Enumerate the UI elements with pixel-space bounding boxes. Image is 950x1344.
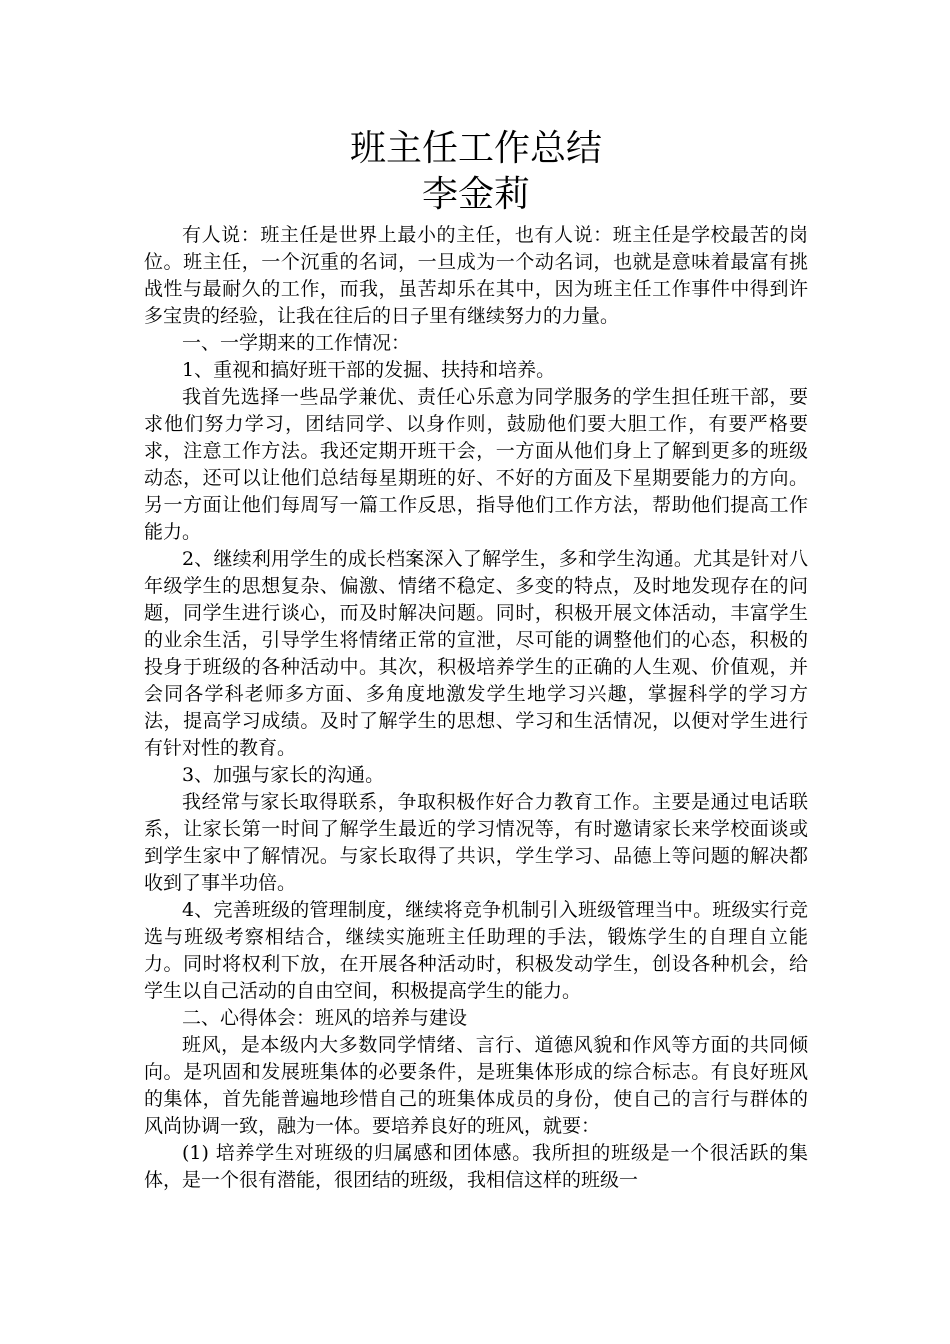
subheading-class-cadres: 1、重视和搞好班干部的发掘、扶持和培养。 — [182, 359, 556, 381]
paragraph-class-cadres: 我首先选择一些品学兼优、责任心乐意为同学服务的学生担任班干部，要求他们努力学习，团结同学、以身作则，鼓励他们要大胆工作，有要严格要求，注意工作方法。我还定期开班干会，一方面从他们身上了解到更多的班级动态，还可以让他们总结每星期班的好、不好的方面及下星期要能力的方向。另一方面让他们每周写一篇工作反思，指导他们工作方法，帮助他们提高工作能力。 — [144, 386, 808, 543]
section-heading-class-spirit: 二、心得体会：班风的培养与建设 — [182, 1007, 468, 1029]
paragraph-management-system: 4、完善班级的管理制度，继续将竞争机制引入班级管理当中。班级实行竞选与班级考察相结合，继续实施班主任助理的手法，锻炼学生的自理自立能力。同时将权利下放，在开展各种活动时，积极发动学生，创设各种机会，给学生以自己活动的自由空间，积极提高学生的能力。 — [144, 899, 808, 1002]
paragraph-parent-communication: 我经常与家长取得联系，争取积极作好合力教育工作。主要是通过电话联系，让家长第一时间了解学生最近的学习情况等，有时邀请家长来学校面谈或到学生家中了解情况。与家长取得了共识，学生学习、品德上等问题的解决都收到了事半功倍。 — [144, 791, 808, 894]
section-heading-work-situation: 一、一学期来的工作情况： — [182, 332, 411, 354]
paragraph-class-spirit: 班风，是本级内大多数同学情绪、言行、道德风貌和作风等方面的共同倾向。是巩固和发展班集体的必要条件，是班集体形成的综合标志。有良好班风的集体，首先能普遍地珍惜自己的班集体成员的身份，使自己的言行与群体的风尚协调一致，融为一体。要培养良好的班风，就要： — [144, 1034, 808, 1137]
subheading-parent-communication: 3、加强与家长的沟通。 — [182, 764, 385, 786]
paragraph-intro: 有人说：班主任是世界上最小的主任，也有人说：班主任是学校最苦的岗位。班主任，一个沉重的名词，一旦成为一个动名词，也就是意味着最富有挑战性与最耐久的工作，而我，虽苦却乐在其中，因为班主任工作事件中得到许多宝贵的经验，让我在往后的日子里有继续努力的力量。 — [144, 224, 808, 327]
document-author: 李金莉 — [421, 174, 530, 215]
document-title: 班主任工作总结 — [349, 128, 602, 169]
paragraph-growth-records: 2、继续利用学生的成长档案深入了解学生，多和学生沟通。尤其是针对八年级学生的思想复杂、偏激、情绪不稳定、多变的特点，及时地发现存在的问题，同学生进行谈心，而及时解决问题。同时，积极开展文体活动，丰富学生的业余生活，引导学生将情绪正常的宣泄，尽可能的调整他们的心态，积极的投身于班级的各种活动中。其次，积极培养学生的正确的人生观、价值观，并会同各学科老师多方面、多角度地激发学生地学习兴趣，掌握科学的学习方法，提高学习成绩。及时了解学生的思想、学习和生活情况，以便对学生进行有针对性的教育。 — [144, 548, 808, 759]
document-body — [144, 126, 808, 1194]
paragraph-belonging: (1) 培养学生对班级的归属感和团体感。我所担的班级是一个很活跃的集体，是一个很有潜能，很团结的班级，我相信这样的班级一 — [144, 1142, 808, 1191]
